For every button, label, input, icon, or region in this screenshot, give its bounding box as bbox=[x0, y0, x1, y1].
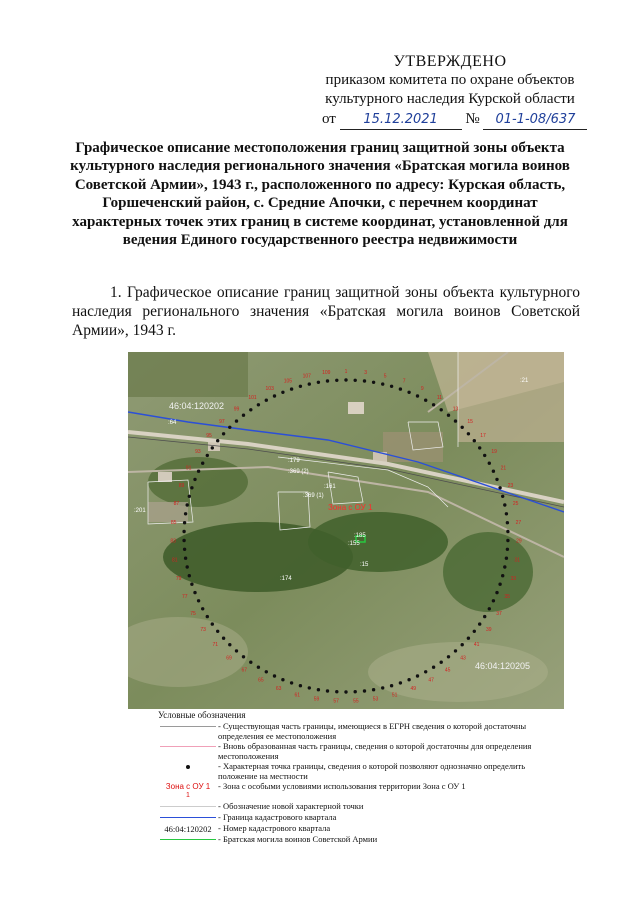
boundary-point-number: 85 bbox=[170, 519, 177, 526]
boundary-point-number: 17 bbox=[480, 433, 486, 440]
boundary-point bbox=[432, 666, 435, 669]
boundary-point-number: 21 bbox=[500, 465, 507, 472]
boundary-point-number: 83 bbox=[170, 538, 176, 545]
boundary-point bbox=[478, 446, 481, 449]
parcel-label-155: :155 bbox=[348, 541, 360, 547]
boundary-point bbox=[222, 637, 225, 640]
legend-item-existing-boundary: - Существующая часть границы, имеющиеся в ЕГРН сведения о которой достаточны определения ее местоположения bbox=[158, 721, 558, 741]
boundary-point bbox=[505, 512, 508, 515]
boundary-point bbox=[183, 521, 186, 524]
boundary-point bbox=[483, 615, 486, 618]
map-svg bbox=[128, 352, 564, 709]
boundary-point bbox=[424, 399, 427, 402]
boundary-point bbox=[281, 678, 284, 681]
quarter-number-symbol: 46:04:120202 bbox=[164, 823, 212, 834]
boundary-point bbox=[206, 454, 209, 457]
boundary-point-number: 15 bbox=[467, 419, 473, 425]
boundary-point-number: 43 bbox=[460, 655, 466, 662]
boundary-point bbox=[440, 408, 443, 411]
parcel-label-64: :64 bbox=[168, 420, 177, 426]
boundary-point bbox=[454, 419, 457, 422]
boundary-point bbox=[473, 439, 476, 442]
boundary-point bbox=[197, 470, 200, 473]
zone-symbol-sub: 1 bbox=[186, 792, 190, 799]
boundary-point-number: 67 bbox=[241, 667, 248, 674]
order-date: 15.12.2021 bbox=[340, 110, 462, 130]
boundary-point bbox=[407, 391, 410, 394]
boundary-point-number: 19 bbox=[491, 448, 497, 455]
boundary-point bbox=[363, 379, 366, 382]
boundary-point bbox=[363, 689, 366, 692]
legend-item-new-boundary: - Вновь образованная часть границы, сведения о которой достаточны для определения местоположения bbox=[158, 741, 558, 761]
legend-item-new-point: - Обозначение новой характерной точки bbox=[158, 801, 558, 812]
boundary-point bbox=[299, 684, 302, 687]
zone-symbol-label: Зона с ОУ 1 bbox=[165, 782, 211, 791]
boundary-point-number: 109 bbox=[322, 370, 331, 377]
boundary-point bbox=[242, 414, 245, 417]
boundary-point-number: 63 bbox=[275, 686, 282, 692]
legend-item-grave: - Братская могила воинов Советской Армии bbox=[158, 834, 558, 845]
boundary-point bbox=[381, 382, 384, 385]
boundary-point bbox=[249, 408, 252, 411]
boundary-point bbox=[498, 486, 501, 489]
boundary-point-number: 101 bbox=[248, 395, 257, 402]
boundary-point-number: 57 bbox=[333, 698, 339, 705]
pink-line-symbol bbox=[160, 746, 216, 747]
boundary-point-number: 39 bbox=[486, 627, 492, 634]
boundary-point bbox=[190, 583, 193, 586]
from-label: от bbox=[322, 111, 336, 127]
boundary-point-number: 29 bbox=[516, 538, 522, 545]
boundary-point bbox=[503, 565, 506, 568]
boundary-point-number: 45 bbox=[444, 667, 451, 674]
map-legend bbox=[158, 710, 558, 845]
legend-item-quarter-number: 46:04:120202 - Номер кадастрового квартала bbox=[164, 823, 331, 834]
boundary-point bbox=[501, 495, 504, 498]
boundary-point bbox=[492, 599, 495, 602]
green-line-symbol bbox=[160, 839, 216, 840]
boundary-point-number: 87 bbox=[173, 501, 180, 508]
parcel-label-15: :15 bbox=[360, 562, 369, 568]
parcel-label-201: :201 bbox=[134, 508, 146, 514]
order-date-line bbox=[322, 110, 600, 130]
boundary-point bbox=[201, 607, 204, 610]
boundary-point bbox=[381, 686, 384, 689]
boundary-point-number: 5 bbox=[383, 373, 387, 380]
legend-item-boundary-point: - Характерная точка границы, сведения о которой позволяют однозначно определить положение на местности bbox=[158, 761, 558, 781]
boundary-point-number: 65 bbox=[258, 677, 264, 684]
boundary-point bbox=[501, 574, 504, 577]
boundary-point bbox=[461, 643, 464, 646]
boundary-point-number: 1 bbox=[344, 369, 348, 375]
boundary-point bbox=[188, 495, 191, 498]
parcel-label-161: :161 bbox=[324, 484, 336, 490]
boundary-point bbox=[257, 403, 260, 406]
boundary-point-number: 33 bbox=[510, 575, 517, 582]
boundary-point-number: 95 bbox=[206, 433, 212, 440]
boundary-point bbox=[290, 387, 293, 390]
boundary-point bbox=[197, 599, 200, 602]
section-1-paragraph bbox=[72, 283, 580, 340]
boundary-point bbox=[478, 622, 481, 625]
boundary-point bbox=[201, 462, 204, 465]
boundary-point-number: 61 bbox=[294, 692, 301, 699]
boundary-point bbox=[183, 548, 186, 551]
boundary-point-number: 25 bbox=[512, 501, 519, 508]
boundary-point-number: 23 bbox=[507, 483, 514, 489]
boundary-point bbox=[372, 381, 375, 384]
boundary-point bbox=[335, 379, 338, 382]
boundary-point-number: 79 bbox=[175, 575, 182, 582]
boundary-point bbox=[228, 426, 231, 429]
boundary-point bbox=[416, 394, 419, 397]
legend-item-zone: Зона с ОУ 1 1 - Зона с особыми условиями использования территории Зона с ОУ 1 bbox=[165, 781, 466, 799]
boundary-point-number: 11 bbox=[436, 395, 443, 402]
boundary-point bbox=[184, 557, 187, 560]
boundary-point bbox=[416, 674, 419, 677]
boundary-point bbox=[473, 630, 476, 633]
boundary-point-number: 93 bbox=[195, 448, 201, 455]
boundary-point bbox=[503, 503, 506, 506]
boundary-point-number: 99 bbox=[233, 406, 240, 413]
boundary-point bbox=[265, 399, 268, 402]
boundary-point bbox=[354, 379, 357, 382]
boundary-point bbox=[399, 681, 402, 684]
document-title: Графическое описание местоположения границ защитной зоны объекта культурного наследия регионального значения «Братская могила воинов Советской Армии», 1943 г., расположенного по адресу: Курская область, Горшеченский район, с. Средние Апочки, с перечнем координат характерных точек этих границ в системе координат, установленной для ведения Единого государственного реестра недвижимости bbox=[70, 140, 570, 249]
boundary-point-number: 77 bbox=[182, 593, 188, 600]
boundary-point bbox=[506, 548, 509, 551]
parcel-label-174: :174 bbox=[280, 576, 292, 582]
boundary-point-number: 35 bbox=[504, 593, 510, 600]
boundary-point bbox=[249, 661, 252, 664]
boundary-point bbox=[186, 565, 189, 568]
quarter-label-2: 46:04:120205 bbox=[475, 661, 531, 671]
section-1-number: 1. bbox=[110, 284, 122, 301]
number-label: № bbox=[465, 111, 480, 127]
boundary-point bbox=[335, 690, 338, 693]
boundary-point bbox=[206, 615, 209, 618]
boundary-point bbox=[273, 394, 276, 397]
boundary-point bbox=[432, 403, 435, 406]
boundary-point bbox=[447, 655, 450, 658]
boundary-point bbox=[235, 649, 238, 652]
boundary-point bbox=[184, 512, 187, 515]
boundary-point-number: 9 bbox=[420, 385, 424, 392]
dot-symbol bbox=[186, 765, 190, 769]
boundary-point-number: 105 bbox=[283, 378, 293, 385]
blue-line-symbol bbox=[160, 817, 216, 818]
approved-title: УТВЕРЖДЕНО bbox=[393, 53, 507, 70]
boundary-point-number: 59 bbox=[313, 696, 320, 703]
boundary-point bbox=[211, 622, 214, 625]
map-image bbox=[128, 352, 564, 709]
boundary-point-number: 7 bbox=[402, 378, 406, 385]
gray-line-symbol bbox=[160, 726, 216, 727]
boundary-point-number: 27 bbox=[515, 519, 522, 526]
boundary-point-number: 69 bbox=[226, 655, 232, 662]
boundary-point bbox=[407, 678, 410, 681]
boundary-point-number: 73 bbox=[200, 627, 206, 634]
parcel-label-369-1: :369 (1) bbox=[303, 493, 324, 499]
boundary-point-number: 81 bbox=[172, 557, 178, 564]
boundary-point-number: 97 bbox=[219, 419, 225, 425]
boundary-point bbox=[461, 426, 464, 429]
boundary-point-number: 107 bbox=[302, 373, 311, 380]
light-line-symbol bbox=[160, 806, 216, 807]
section-1-text: Графическое описание границ защитной зоны объекта культурного наследия регионального значения «Братская могила воинов Советской Армии», 1943 г. bbox=[72, 284, 580, 339]
boundary-point bbox=[506, 521, 509, 524]
boundary-point bbox=[505, 557, 508, 560]
boundary-point-number: 49 bbox=[410, 686, 417, 692]
boundary-point bbox=[299, 385, 302, 388]
boundary-point bbox=[492, 470, 495, 473]
boundary-point bbox=[447, 414, 450, 417]
boundary-point bbox=[467, 432, 470, 435]
boundary-point-number: 71 bbox=[212, 642, 219, 649]
legend-item-quarter-border: - Граница кадастрового квартала bbox=[158, 812, 558, 823]
boundary-point bbox=[216, 439, 219, 442]
boundary-point bbox=[308, 382, 311, 385]
boundary-point-number: 75 bbox=[190, 611, 196, 617]
boundary-point-number: 3 bbox=[364, 370, 368, 377]
parcel-label-21: :21 bbox=[520, 378, 529, 384]
boundary-point bbox=[390, 684, 393, 687]
boundary-point-number: 53 bbox=[372, 696, 379, 703]
boundary-point bbox=[222, 432, 225, 435]
boundary-point bbox=[399, 387, 402, 390]
boundary-point bbox=[211, 446, 214, 449]
zone-label: Зона с ОУ 1 bbox=[328, 503, 373, 512]
boundary-point bbox=[354, 690, 357, 693]
boundary-point bbox=[182, 539, 185, 542]
boundary-point bbox=[488, 462, 491, 465]
legend-heading: Условные обозначения bbox=[158, 710, 246, 720]
boundary-point-number: 41 bbox=[473, 642, 480, 649]
parcel-label-369-2: :369 (2) bbox=[288, 469, 309, 475]
boundary-point bbox=[498, 583, 501, 586]
boundary-point-number: 47 bbox=[428, 677, 434, 684]
approved-line-3: культурного наследия Курской области bbox=[325, 91, 575, 107]
boundary-point-number: 13 bbox=[452, 406, 459, 413]
boundary-point bbox=[228, 643, 231, 646]
boundary-point bbox=[390, 385, 393, 388]
boundary-point bbox=[344, 378, 347, 381]
boundary-point bbox=[193, 478, 196, 481]
boundary-point bbox=[495, 591, 498, 594]
boundary-point bbox=[193, 591, 196, 594]
boundary-point bbox=[424, 670, 427, 673]
boundary-point bbox=[488, 607, 491, 610]
boundary-point bbox=[344, 690, 347, 693]
boundary-point bbox=[308, 686, 311, 689]
boundary-point-number: 89 bbox=[178, 483, 185, 489]
boundary-point-number: 55 bbox=[353, 698, 359, 705]
boundary-point bbox=[281, 391, 284, 394]
boundary-point bbox=[467, 637, 470, 640]
boundary-point bbox=[326, 689, 329, 692]
boundary-point-number: 51 bbox=[391, 692, 398, 699]
boundary-point bbox=[495, 478, 498, 481]
boundary-point bbox=[188, 574, 191, 577]
boundary-point bbox=[317, 688, 320, 691]
parcel-label-179: :179 bbox=[288, 458, 300, 464]
boundary-point bbox=[186, 503, 189, 506]
boundary-point bbox=[506, 530, 509, 533]
quarter-label-1: 46:04:120202 bbox=[169, 401, 225, 411]
parcel-label-185: :185 bbox=[354, 533, 366, 539]
boundary-point bbox=[242, 655, 245, 658]
approval-block bbox=[300, 52, 600, 130]
boundary-point bbox=[216, 630, 219, 633]
order-number: 01-1-08/637 bbox=[483, 110, 587, 130]
boundary-point bbox=[326, 379, 329, 382]
boundary-point-number: 103 bbox=[265, 385, 274, 392]
approved-line-2: приказом комитета по охране объектов bbox=[325, 72, 575, 88]
boundary-point bbox=[483, 454, 486, 457]
boundary-point bbox=[506, 539, 509, 542]
boundary-point bbox=[235, 419, 238, 422]
boundary-point bbox=[257, 666, 260, 669]
boundary-point bbox=[290, 681, 293, 684]
boundary-point bbox=[372, 688, 375, 691]
boundary-point-number: 91 bbox=[185, 465, 192, 472]
boundary-point bbox=[317, 381, 320, 384]
boundary-point bbox=[182, 530, 185, 533]
boundary-point bbox=[440, 661, 443, 664]
boundary-point bbox=[265, 670, 268, 673]
boundary-point bbox=[273, 674, 276, 677]
boundary-point-number: 31 bbox=[514, 557, 520, 564]
boundary-point-number: 37 bbox=[496, 611, 502, 617]
boundary-point bbox=[454, 649, 457, 652]
boundary-point bbox=[190, 486, 193, 489]
